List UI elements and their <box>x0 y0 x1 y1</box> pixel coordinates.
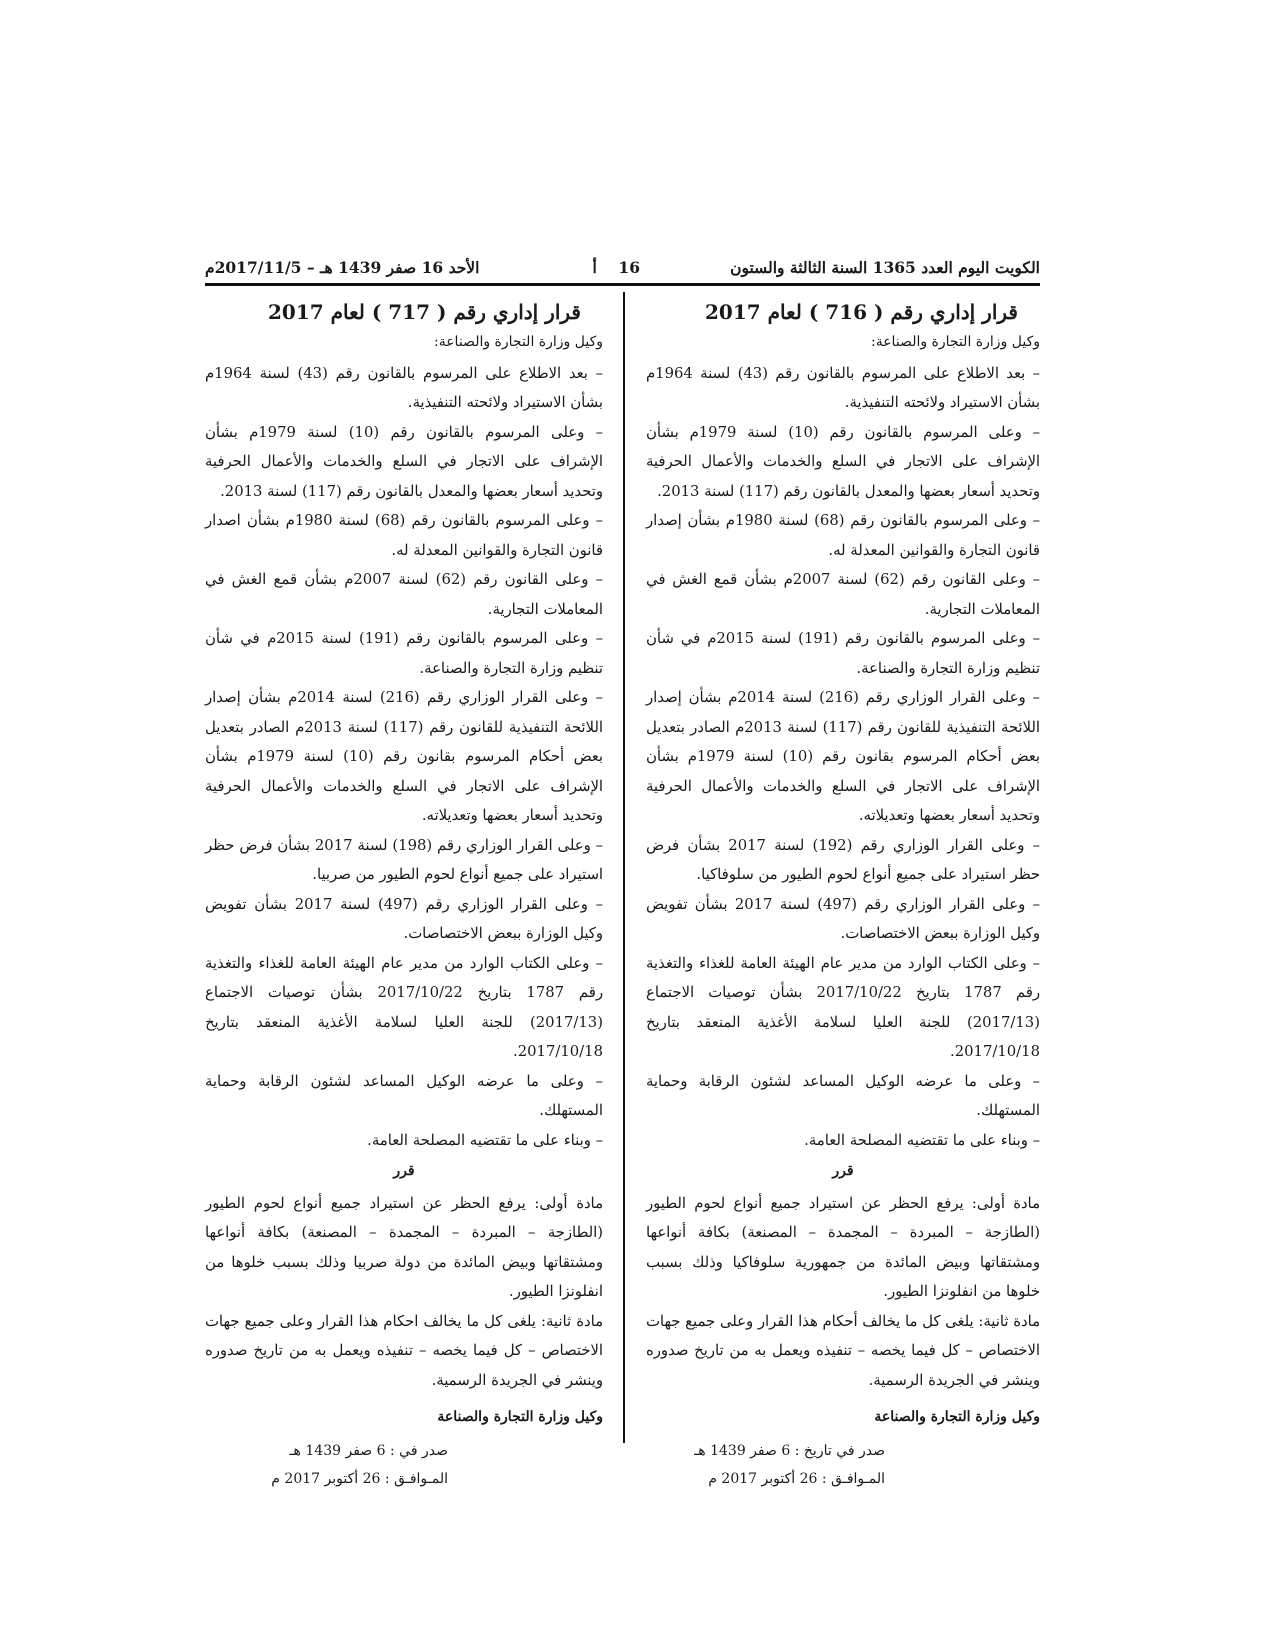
decision-716-signature: وكيل وزارة التجارة والصناعة <box>874 1409 1040 1425</box>
header-rule <box>205 283 1040 286</box>
decision-716-clause: – وعلى القرار الوزاري رقم (216) لسنة 2014م بشأن إصدار اللائحة التنفيذية للقانون رقم (117) لسنة 2013م الصادر بتعديل بعض أحكام المرسوم بقانون رقم (10) لسنة 1979م بشأن الإشراف على الاتجار في السلع والخدمات والأعمال الحرفية وتحديد أسعار بعضها وتعديلاته. <box>646 689 1040 824</box>
decision-717-decided: قرر <box>393 1163 415 1179</box>
column-divider <box>623 292 625 1443</box>
decision-716-clause: – وعلى المرسوم بالقانون رقم (68) لسنة 1980م بشأن إصدار قانون التجارة والقوانين المعدلة له. <box>646 512 1040 559</box>
decision-716-issued: صدر في تاريخ : 6 صفر 1439 هـ <box>694 1442 885 1459</box>
decision-716-corresponding: المـوافـق : 26 أكتوبر 2017 م <box>708 1470 885 1487</box>
decision-716-clause: – وعلى المرسوم بالقانون رقم (10) لسنة 1979م بشأن الإشراف على الاتجار في السلع والخدمات والأعمال الحرفية وتحديد أسعار بعضها والمعدل بالقانون رقم (117) لسنة 2013. <box>646 423 1041 500</box>
decision-716-title: قرار إداري رقم ( 716 ) لعام 2017 <box>705 300 1018 324</box>
decision-716-decided: قرر <box>832 1163 854 1179</box>
decision-716-clause: – وعلى المرسوم بالقانون رقم (191) لسنة 2015م في شأن تنظيم وزارة التجارة والصناعة. <box>646 630 1041 677</box>
decision-717-clause: – وعلى المرسوم بالقانون رقم (10) لسنة 1979م بشأن الإشراف على الاتجار في السلع والخدمات والأعمال الحرفية وتحديد أسعار بعضها والمعدل بالقانون رقم (117) لسنة 2013. <box>205 423 604 500</box>
decision-717-issued: صدر في : 6 صفر 1439 هـ <box>289 1442 448 1459</box>
decision-716-clause: – بعد الاطلاع على المرسوم بالقانون رقم (43) لسنة 1964م بشأن الاستيراد ولائحته التنفيذية. <box>646 364 1040 411</box>
decision-717-article-1: مادة أولى: يرفع الحظر عن استيراد جميع أنواع لحوم الطيور (الطازجة – المبردة – المجمدة – المصنعة) بكافة أنواعها ومشتقاتها وبيض المائدة من دولة صربيا وذلك بسبب خلوها من انفلونزا الطيور. <box>205 1194 603 1300</box>
decision-716-clause: – وعلى الكتاب الوارد من مدير عام الهيئة العامة للغذاء والتغذية رقم 1787 بتاريخ 2017/10/22 بشأن توصيات الاجتماع (2017/13) للجنة العليا لسلامة الأغذية المنعقد بتاريخ 2017/10/18. <box>646 954 1040 1060</box>
decision-716-clause: – وعلى ما عرضه الوكيل المساعد لشئون الرقابة وحماية المستهلك. <box>646 1072 1040 1119</box>
decision-716-dates <box>646 1437 1040 1493</box>
decision-717-corresponding: المـوافـق : 26 أكتوبر 2017 م <box>271 1470 448 1487</box>
decision-717-clause: – وعلى القرار الوزاري رقم (497) لسنة 2017 بشأن تفويض وكيل الوزارة ببعض الاختصاصات. <box>205 895 603 942</box>
page-header <box>205 258 1040 284</box>
decision-717-issuer: وكيل وزارة التجارة والصناعة: <box>433 334 603 350</box>
decision-717-clause: – وعلى ما عرضه الوكيل المساعد لشئون الرقابة وحماية المستهلك. <box>205 1072 603 1119</box>
decision-717-signature: وكيل وزارة التجارة والصناعة <box>437 1409 603 1425</box>
decision-717-clause: – وعلى القرار الوزاري رقم (198) لسنة 2017 بشأن فرض حظر استيراد على جميع أنواع لحوم الطيور من صربيا. <box>205 836 603 883</box>
decision-717-title: قرار إداري رقم ( 717 ) لعام 2017 <box>268 300 581 324</box>
decision-716-article-2: مادة ثانية: يلغى كل ما يخالف أحكام هذا القرار وعلى جميع جهات الاختصاص – كل فيما يخصه – تنفيذه ويعمل به من تاريخ صدوره وينشر في الجريدة الرسمية. <box>646 1312 1040 1389</box>
decision-716-clause: – وبناء على ما تقتضيه المصلحة العامة. <box>804 1131 1040 1149</box>
section-letter: أ <box>592 258 597 277</box>
decision-717-clause: – بعد الاطلاع على المرسوم بالقانون رقم (43) لسنة 1964م بشأن الاستيراد ولائحته التنفيذية. <box>205 364 604 411</box>
decision-717-clause: – وعلى القانون رقم (62) لسنة 2007م بشأن قمع الغش في المعاملات التجارية. <box>205 571 603 618</box>
decision-716-clause: – وعلى القرار الوزاري رقم (497) لسنة 2017 بشأن تفويض وكيل الوزارة ببعض الاختصاصات. <box>646 895 1040 942</box>
decision-717-column <box>205 296 603 1493</box>
decision-717-clause: – وعلى الكتاب الوارد من مدير عام الهيئة العامة للغذاء والتغذية رقم 1787 بتاريخ 2017/10/22 بشأن توصيات الاجتماع (2017/13) للجنة العليا لسلامة الأغذية المنعقد بتاريخ 2017/10/18. <box>205 954 603 1060</box>
page-number <box>593 258 640 277</box>
decision-716-issuer: وكيل وزارة التجارة والصناعة: <box>870 334 1040 350</box>
decision-716-column <box>646 296 1040 1493</box>
decision-717-clause: – وعلى القرار الوزاري رقم (216) لسنة 2014م بشأن إصدار اللائحة التنفيذية للقانون رقم (117) لسنة 2013م الصادر بتعديل بعض أحكام المرسوم بقانون رقم (10) لسنة 1979م بشأن الإشراف على الاتجار في السلع والخدمات والأعمال الحرفية وتحديد أسعار بعضها وتعديلاته. <box>205 689 603 824</box>
decision-717-clause: – وبناء على ما تقتضيه المصلحة العامة. <box>367 1131 603 1149</box>
decision-716-clause: – وعلى القرار الوزاري رقم (192) لسنة 2017 بشأن فرض حظر استيراد على جميع أنواع لحوم الطيور من سلوفاكيا. <box>646 836 1040 883</box>
decision-716-article-1: مادة أولى: يرفع الحظر عن استيراد جميع أنواع لحوم الطيور (الطازجة – المبردة – المجمدة – المصنعة) بكافة أنواعها ومشتقاتها وبيض المائدة من جمهورية سلوفاكيا وذلك بسبب خلوها من انفلونزا الطيور. <box>646 1194 1040 1300</box>
issue-date: الأحد 16 صفر 1439 هـ – 2017/11/5م <box>205 258 480 277</box>
decision-717-clause: – وعلى المرسوم بالقانون رقم (68) لسنة 1980م بشأن اصدار قانون التجارة والقوانين المعدلة له. <box>205 512 603 559</box>
gazette-issue-info: الكويت اليوم العدد 1365 السنة الثالثة والستون <box>730 258 1040 277</box>
page-number-value: 16 <box>618 258 640 277</box>
decision-717-article-2: مادة ثانية: يلغى كل ما يخالف احكام هذا القرار وعلى جميع جهات الاختصاص – كل فيما يخصه – تنفيذه ويعمل به من تاريخ صدوره وينشر في الجريدة الرسمية. <box>205 1312 603 1389</box>
decision-717-clause: – وعلى المرسوم بالقانون رقم (191) لسنة 2015م في شأن تنظيم وزارة التجارة والصناعة. <box>205 630 604 677</box>
decision-717-dates <box>205 1437 603 1493</box>
decision-716-clause: – وعلى القانون رقم (62) لسنة 2007م بشأن قمع الغش في المعاملات التجارية. <box>646 571 1040 618</box>
